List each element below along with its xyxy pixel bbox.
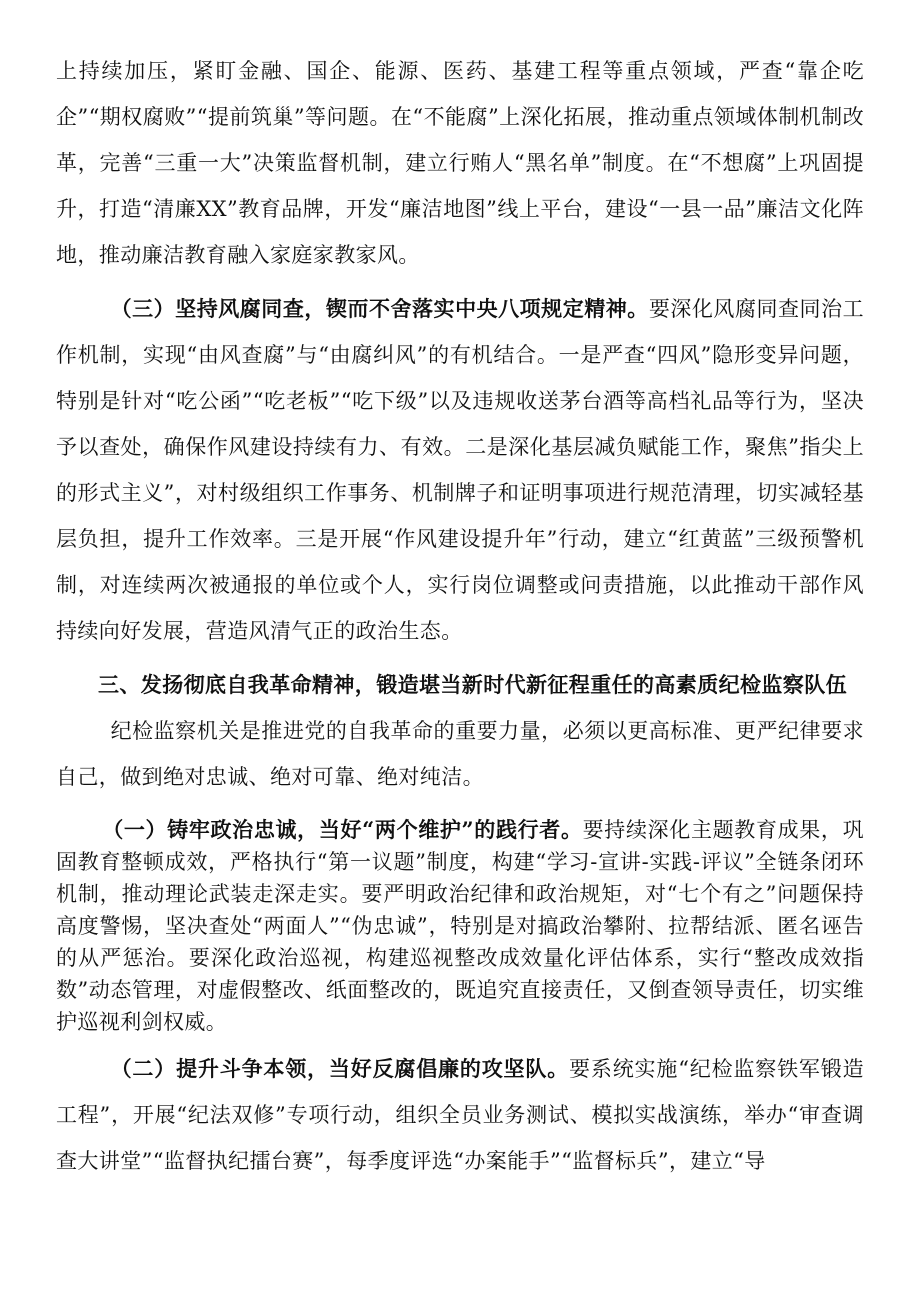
section-intro-paragraph: 纪检监察机关是推进党的自我革命的重要力量，必须以更高标准、更严纪律要求自己，做到绝对忠诚、绝对可靠、绝对纯洁。 <box>56 719 864 789</box>
section-heading-three: 三、发扬彻底自我革命精神，锻造堪当新时代新征程重任的高素质纪检监察队伍 <box>98 672 847 697</box>
subsection-body-two: 要系统实施“纪检监察铁军锻造工程”，开展“纪法双修”专项行动，组织全员业务测试、模拟实战演练，举办“审查调查大讲堂”“监督执纪擂台赛”，每季度评选“办案能手”“监督标兵”，建立“导 <box>56 1057 864 1173</box>
subsection-body-one: 要持续深化主题教育成果，巩固教育整顿成效，严格执行“第一议题”制度，构建“学习-宣讲-实践-评议”全链条闭环机制，推动理论武装走深走实。要严明政治纪律和政治规矩，对“七个有之”问题保持高度警惕，坚决查处“两面人”“伪忠诚”，特别是对搞政治攀附、拉帮结派、匿名诬告的从严惩治。要深化政治巡视，构建巡视整改成效量化评估体系，实行“整改成效指数”动态管理，对虚假整改、纸面整改的，既追究直接责任，又倒查领导责任，切实维护巡视利剑权威。 <box>56 818 864 1034</box>
subsection-lead-one: （一）铸牢政治忠诚，当好“两个维护”的践行者。 <box>102 817 583 842</box>
body-paragraph-continued: 上持续加压，紧盯金融、国企、能源、医药、基建工程等重点领域，严查“靠企吃企”“期权腐败”“提前筑巢”等问题。在“不能腐”上深化拓展，推动重点领域体制机制改革，完善“三重一大”决策监督机制，建立行贿人“黑名单”制度。在“不想腐”上巩固提升，打造“清廉XX”教育品牌，开发“廉洁地图”线上平台，建设“一县一品”廉洁文化阵地，推动廉洁教育融入家庭家教家风。 <box>56 59 864 267</box>
subsection-lead-three: （三）坚持风腐同查，锲而不舍落实中央八项规定精神。 <box>110 296 649 321</box>
subsection-lead-two: （二）提升斗争本领，当好反腐倡廉的攻坚队。 <box>110 1056 570 1081</box>
subsection-paragraph-three <box>56 286 864 654</box>
subsection-paragraph-one <box>56 814 864 1038</box>
subsection-paragraph-two <box>56 1046 864 1184</box>
subsection-body-three: 要深化风腐同查同治工作机制，实现“由风查腐”与“由腐纠风”的有机结合。一是严查“四风”隐形变异问题，特别是针对“吃公函”“吃老板”“吃下级”以及违规收送茅台酒等高档礼品等行为，坚决予以查处，确保作风建设持续有力、有效。二是深化基层减负赋能工作，聚焦”指尖上的形式主义”，对村级组织工作事务、机制牌子和证明事项进行规范清理，切实减轻基层负担，提升工作效率。三是开展“作风建设提升年”行动，建立“红黄蓝”三级预警机制，对连续两次被通报的单位或个人，实行岗位调整或问责措施，以此推动干部作风持续向好发展，营造风清气正的政治生态。 <box>56 297 865 643</box>
